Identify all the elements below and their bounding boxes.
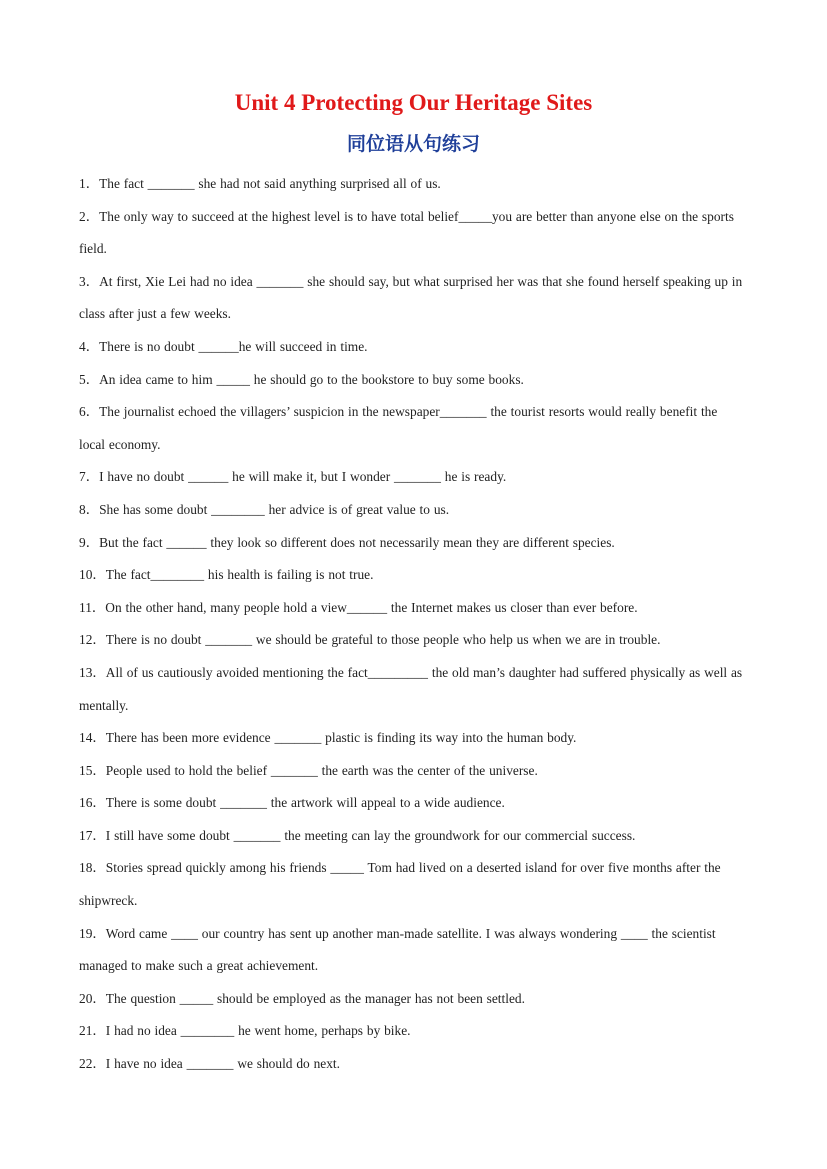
question-item-9: 9．But the fact ______ they look so different does not necessarily mean they are different species. (79, 534, 615, 550)
question-list (79, 168, 747, 1081)
question-item-8: 8．She has some doubt ________ her advice is of great value to us. (79, 501, 450, 517)
question-item-13: 13．All of us cautiously avoided mentioning the fact_________ the old man’s daughter had suffered physically as well as mentally. (79, 664, 743, 713)
question-item-15: 15．People used to hold the belief _______ the earth was the center of the universe. (79, 762, 538, 778)
question-item-4: 4．There is no doubt ______he will succeed in time. (79, 338, 368, 354)
document-subtitle: 同位语从句练习 (346, 133, 480, 155)
question-item-16: 16．There is some doubt _______ the artwork will appeal to a wide audience. (79, 795, 505, 811)
question-item-17: 17．I still have some doubt _______ the meeting can lay the groundwork for our commercial success. (79, 827, 636, 843)
question-item-14: 14．There has been more evidence _______ plastic is finding its way into the human body. (79, 730, 577, 746)
question-item-20: 20．The question _____ should be employed as the manager has not been settled. (79, 990, 525, 1006)
question-item-19: 19．Word came ____ our country has sent up another man-made satellite. I was always wondering ____ the scientist managed to make such a great achievement. (79, 925, 716, 974)
question-item-7: 7．I have no doubt ______ he will make it, but I wonder _______ he is ready. (79, 469, 507, 485)
question-item-12: 12．There is no doubt _______ we should be grateful to those people who help us when we are in trouble. (79, 632, 661, 648)
document-title: Unit 4 Protecting Our Heritage Sites (234, 90, 593, 115)
question-item-5: 5．An idea came to him _____ he should go to the bookstore to buy some books. (79, 371, 524, 387)
question-item-6: 6．The journalist echoed the villagers’ suspicion in the newspaper_______ the tourist resorts would really benefit the local economy. (79, 404, 718, 452)
question-item-18: 18．Stories spread quickly among his friends _____ Tom had lived on a deserted island for over five months after the shipwreck. (79, 860, 721, 909)
question-item-21: 21．I had no idea ________ he went home, perhaps by bike. (79, 1023, 411, 1039)
question-item-1: 1．The fact _______ she had not said anything surprised all of us. (79, 176, 441, 191)
question-item-2: 2．The only way to succeed at the highest level is to have total belief_____you are better than anyone else on the sports field. (79, 208, 734, 257)
question-item-3: 3．At first, Xie Lei had no idea _______ she should say, but what surprised her was that she found herself speaking up in class after just a few weeks. (79, 273, 743, 322)
question-item-11: 11．On the other hand, many people hold a view______ the Internet makes us closer than ever before. (79, 599, 638, 615)
question-item-22: 22．I have no idea _______ we should do next. (79, 1056, 340, 1072)
question-item-10: 10．The fact________ his health is failing is not true. (79, 567, 374, 583)
